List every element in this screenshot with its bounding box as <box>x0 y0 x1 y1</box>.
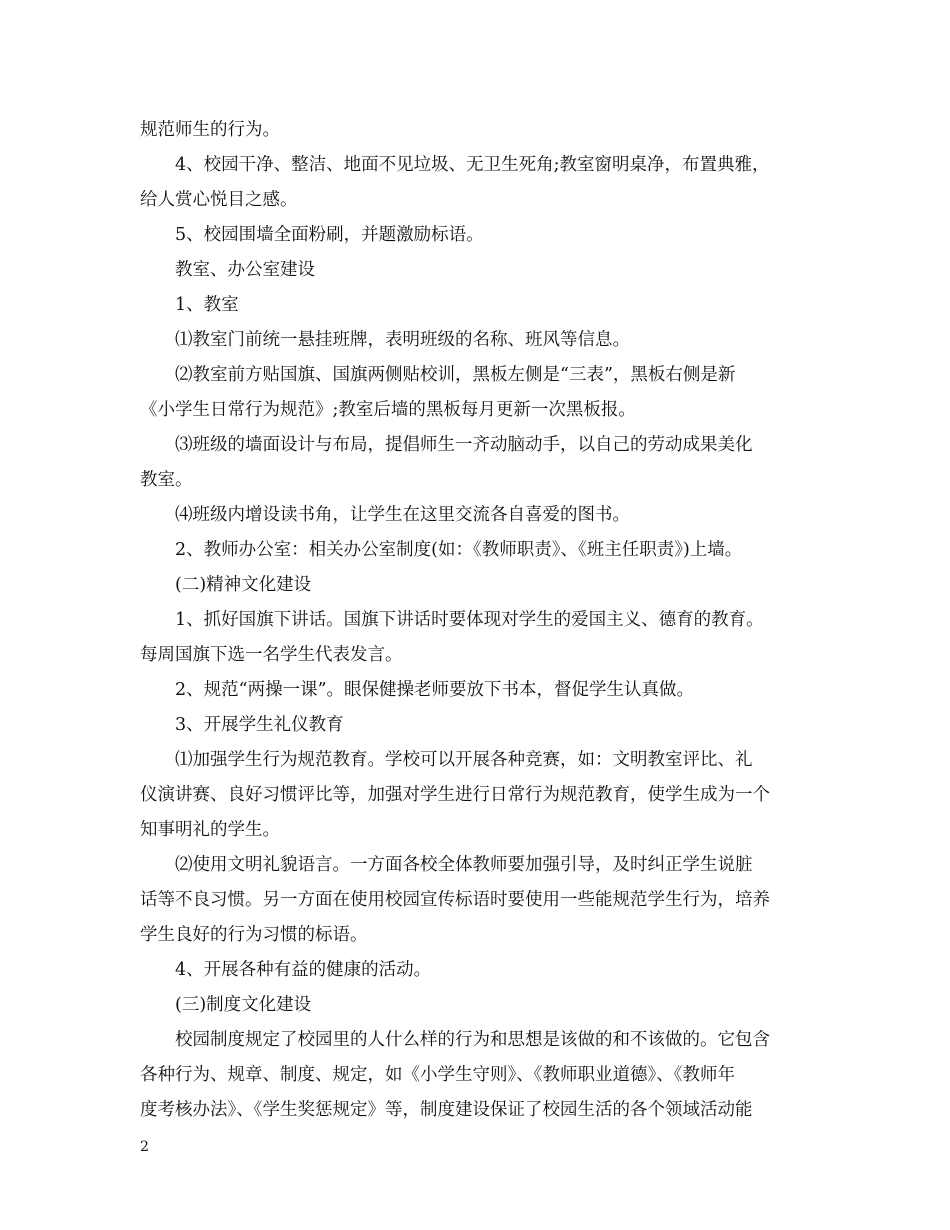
text-line: 每周国旗下选一名学生代表发言。 <box>140 645 403 665</box>
text-line: 各种行为、规章、制度、规定，如《小学生守则》、《教师职业道德》、《教师年 <box>140 1065 735 1085</box>
text-line: 4、开展各种有益的健康的活动。 <box>175 960 432 980</box>
text-line: 度考核办法》、《学生奖惩规定》等，制度建设保证了校园生活的各个领域活动能 <box>140 1100 753 1120</box>
text-line: ⑶班级的墙面设计与布局，提倡师生一齐动脑动手，以自己的劳动成果美化 <box>175 435 753 455</box>
text-line: ⑵教室前方贴国旗、国旗两侧贴校训，黑板左侧是“三表”，黑板右侧是新 <box>175 365 736 385</box>
text-line: 校园制度规定了校园里的人什么样的行为和思想是该做的和不该做的。它包含 <box>175 1030 770 1050</box>
text-line: (三)制度文化建设 <box>175 995 312 1015</box>
text-line: 2、教师办公室：相关办公室制度(如：《教师职责》、《班主任职责》)上墙。 <box>175 540 743 560</box>
text-line: 2、规范“两操一课”。眼保健操老师要放下书本，督促学生认真做。 <box>175 680 695 700</box>
document-body <box>140 113 810 1128</box>
page-number: 2 <box>140 1139 149 1155</box>
text-line: 5、校园围墙全面粉刷，并题激励标语。 <box>175 225 484 245</box>
text-line: ⑴教室门前统一悬挂班牌，表明班级的名称、班风等信息。 <box>175 330 630 350</box>
text-line: ⑴加强学生行为规范教育。学校可以开展各种竞赛，如：文明教室评比、礼 <box>175 750 753 770</box>
text-line: 《小学生日常行为规范》;教室后墙的黑板每月更新一次黑板报。 <box>140 400 636 420</box>
text-line: 1、教室 <box>175 295 239 315</box>
text-line: ⑵使用文明礼貌语言。一方面各校全体教师要加强引导，及时纠正学生说脏 <box>175 855 753 875</box>
text-line: 学生良好的行为习惯的标语。 <box>140 925 368 945</box>
text-line: 3、开展学生礼仪教育 <box>175 715 344 735</box>
text-line: 话等不良习惯。另一方面在使用校园宣传标语时要使用一些能规范学生行为，培养 <box>140 890 770 910</box>
text-line: 知事明礼的学生。 <box>140 820 280 840</box>
text-line: 给人赏心悦目之感。 <box>140 190 298 210</box>
text-line: 1、抓好国旗下讲话。国旗下讲话时要体现对学生的爱国主义、德育的教育。 <box>175 610 764 630</box>
text-line: 规范师生的行为。 <box>140 120 280 140</box>
text-line: (二)精神文化建设 <box>175 575 312 595</box>
text-line: ⑷班级内增设读书角，让学生在这里交流各自喜爱的图书。 <box>175 505 630 525</box>
text-line: 教室。 <box>140 470 193 490</box>
text-line: 教室、办公室建设 <box>175 260 315 280</box>
text-line: 仪演讲赛、良好习惯评比等，加强对学生进行日常行为规范教育，使学生成为一个 <box>140 785 770 805</box>
text-line: 4、校园干净、整洁、地面不见垃圾、无卫生死角;教室窗明桌净，布置典雅， <box>175 155 770 175</box>
